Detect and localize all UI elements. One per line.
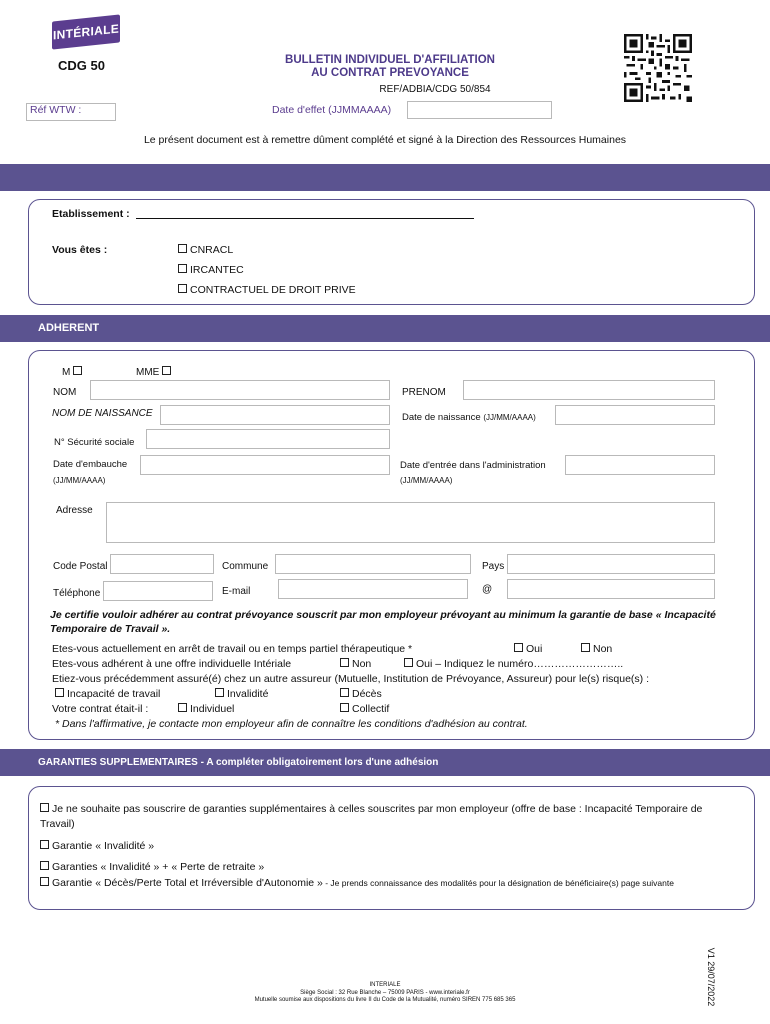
adresse-field[interactable] — [106, 502, 715, 543]
telephone-field[interactable] — [103, 581, 213, 601]
commune-field[interactable] — [275, 554, 471, 574]
checkbox-icon[interactable] — [178, 244, 187, 253]
etablissement-field[interactable] — [136, 218, 474, 219]
arret-oui-option[interactable] — [514, 643, 542, 655]
certification-text: Je certifie vouloir adhérer au contrat prévoyance souscrit par mon employeur prévoyant au minimum la garantie de base « Incapacité Temporaire de Travail ». — [50, 609, 716, 635]
nom-naissance-label: NOM DE NAISSANCE — [52, 408, 153, 419]
qr-code-icon — [624, 34, 692, 102]
nom-naissance-field[interactable] — [160, 405, 390, 425]
date-naissance-field[interactable] — [555, 405, 715, 425]
nom-field[interactable] — [90, 380, 390, 400]
instruction-text: Le présent document est à remettre dûment complété et signé à la Direction des Ressources Humaines — [143, 134, 627, 146]
email-field[interactable] — [278, 579, 468, 599]
mme-label: MME — [136, 367, 160, 378]
option-cnracl[interactable] — [178, 244, 233, 256]
checkbox-icon[interactable] — [73, 366, 82, 375]
individuel-label: Individuel — [190, 703, 235, 715]
date-embauche-field[interactable] — [140, 455, 390, 475]
date-effet-field[interactable] — [407, 101, 552, 119]
garantie-label: Garanties « Invalidité » + « Perte de retraite » — [52, 861, 265, 873]
affirmative-note: * Dans l'affirmative, je contacte mon employeur afin de connaître les conditions d'adhésion au contrat. — [55, 718, 528, 730]
contrat-collectif-option[interactable] — [340, 703, 389, 715]
document-ref: REF/ADBIA/CDG 50/854 — [379, 84, 491, 95]
civility-m[interactable] — [62, 366, 85, 378]
vous-etes-label: Vous êtes : — [52, 244, 108, 256]
collectif-label: Collectif — [352, 703, 390, 715]
footer-line3: Mutuelle soumise aux dispositions du livre II du Code de la Mutualité, numéro SIREN 775 685 365 — [254, 997, 516, 1003]
question-type-contrat: Votre contrat était-il : — [52, 703, 149, 715]
checkbox-icon[interactable] — [40, 861, 49, 870]
checkbox-icon[interactable] — [340, 658, 349, 667]
garantie-option-aucune[interactable] — [40, 802, 730, 832]
email-domain-field[interactable] — [507, 579, 715, 599]
checkbox-icon[interactable] — [178, 284, 187, 293]
garantie-option-deces[interactable] — [40, 876, 730, 891]
code-postal-field[interactable] — [110, 554, 214, 574]
telephone-label: Téléphone — [53, 588, 101, 599]
date-entree-format: (JJ/MM/AAAA) — [400, 476, 453, 485]
footer-line1: INTERIALE — [369, 982, 401, 988]
garantie-label: Je ne souhaite pas souscrire de garanties supplémentaires à celles souscrites par mon employeur (offre de base : Incapacité Temporaire de Travail) — [40, 803, 703, 830]
etablissement-label: Etablissement : — [52, 208, 130, 220]
garantie-option-invalidite-retraite[interactable] — [40, 860, 264, 875]
checkbox-icon[interactable] — [40, 877, 49, 886]
checkbox-icon[interactable] — [340, 688, 349, 697]
question-offre-individuelle: Etes-vous adhérent à une offre individuelle Intériale — [52, 658, 292, 670]
etablissement-panel — [28, 199, 755, 305]
cdg-label: CDG 50 — [58, 58, 105, 73]
ref-wtw-field[interactable] — [26, 103, 116, 121]
oui-label: Oui – Indiquez le numéro…………………….. — [416, 658, 624, 670]
offre-oui-option[interactable] — [404, 658, 623, 670]
checkbox-icon[interactable] — [340, 703, 349, 712]
prenom-field[interactable] — [463, 380, 715, 400]
version-label: V1 29/07/2022 — [706, 947, 716, 1007]
risque-incapacite-option[interactable] — [55, 688, 160, 700]
logo-text: INTÉRIALE — [52, 21, 120, 43]
footer-line2: Siège Social : 32 Rue Blanche – 75009 PARIS - www.interiale.fr — [300, 989, 470, 996]
date-embauche-format: (JJ/MM/AAAA) — [53, 476, 106, 485]
pays-field[interactable] — [507, 554, 715, 574]
secu-label: N° Sécurité sociale — [54, 437, 135, 448]
checkbox-icon[interactable] — [215, 688, 224, 697]
checkbox-icon[interactable] — [55, 688, 64, 697]
adresse-label: Adresse — [56, 505, 93, 516]
date-effet-label: Date d'effet (JJMMAAAA) — [272, 104, 392, 116]
commune-label: Commune — [222, 561, 269, 572]
checkbox-icon[interactable] — [162, 366, 171, 375]
ref-wtw-label: Réf WTW : — [30, 104, 82, 116]
offre-non-option[interactable] — [340, 658, 371, 670]
option-label: IRCANTEC — [190, 264, 244, 276]
garantie-deces-note: - Je prends connaissance des modalités pour la désignation de bénéficiaire(s) page suivante — [322, 878, 674, 888]
question-arret-travail: Etes-vous actuellement en arrêt de travail ou en temps partiel thérapeutique * — [52, 643, 413, 655]
risque-label: Invalidité — [227, 688, 269, 700]
date-naissance-format: (JJ/MM/AAAA) — [483, 413, 536, 422]
option-label: CONTRACTUEL DE DROIT PRIVE — [190, 284, 356, 296]
section-band-adherent: ADHERENT — [0, 315, 770, 342]
checkbox-icon[interactable] — [178, 703, 187, 712]
checkbox-icon[interactable] — [178, 264, 187, 273]
date-naissance-label — [402, 412, 536, 423]
date-entree-field[interactable] — [565, 455, 715, 475]
checkbox-icon[interactable] — [514, 643, 523, 652]
section-band-etablissement — [0, 164, 770, 191]
option-ircantec[interactable] — [178, 264, 244, 276]
non-label: Non — [593, 643, 613, 655]
non-label: Non — [352, 658, 372, 670]
document-title-line1: BULLETIN INDIVIDUEL D'AFFILIATION — [285, 54, 495, 66]
question-autre-assureur: Etiez-vous précédemment assuré(é) chez un autre assureur (Mutuelle, Institution de Prévoyance, Assureur) pour le(s) risque(s) : — [52, 673, 650, 685]
risque-invalidite-option[interactable] — [215, 688, 268, 700]
civility-mme[interactable] — [136, 366, 174, 378]
nom-label: NOM — [53, 387, 77, 398]
option-label: CNRACL — [190, 244, 234, 256]
contrat-individuel-option[interactable] — [178, 703, 234, 715]
at-sign: @ — [482, 584, 493, 595]
m-label: M — [62, 367, 71, 378]
risque-deces-option[interactable] — [340, 688, 382, 700]
checkbox-icon[interactable] — [40, 840, 49, 849]
interiale-logo — [52, 14, 120, 49]
option-contractuel[interactable] — [178, 284, 356, 296]
date-embauche-label: Date d'embauche — [53, 459, 128, 470]
garantie-label: Garantie « Invalidité » — [52, 840, 155, 852]
checkbox-icon[interactable] — [581, 643, 590, 652]
section-band-garanties: GARANTIES SUPPLEMENTAIRES - A compléter obligatoirement lors d'une adhésion — [0, 749, 770, 776]
garantie-label: Garantie « Décès/Perte Total et Irréversible d'Autonomie » — [52, 877, 323, 889]
risque-label: Incapacité de travail — [67, 688, 161, 700]
checkbox-icon[interactable] — [40, 803, 49, 812]
document-title-line2: AU CONTRAT PREVOYANCE — [311, 67, 469, 79]
prenom-label: PRENOM — [402, 387, 446, 398]
checkbox-icon[interactable] — [404, 658, 413, 667]
oui-label: Oui — [526, 643, 543, 655]
secu-field[interactable] — [146, 429, 390, 449]
date-entree-label: Date d'entrée dans l'administration — [400, 460, 546, 471]
risque-label: Décès — [352, 688, 382, 700]
email-label: E-mail — [222, 586, 251, 597]
arret-non-option[interactable] — [581, 643, 612, 655]
garantie-option-invalidite[interactable] — [40, 839, 154, 854]
date-naissance-text: Date de naissance — [402, 412, 481, 423]
code-postal-label: Code Postal — [53, 561, 108, 572]
footer — [0, 982, 770, 1005]
pays-label: Pays — [482, 561, 505, 572]
